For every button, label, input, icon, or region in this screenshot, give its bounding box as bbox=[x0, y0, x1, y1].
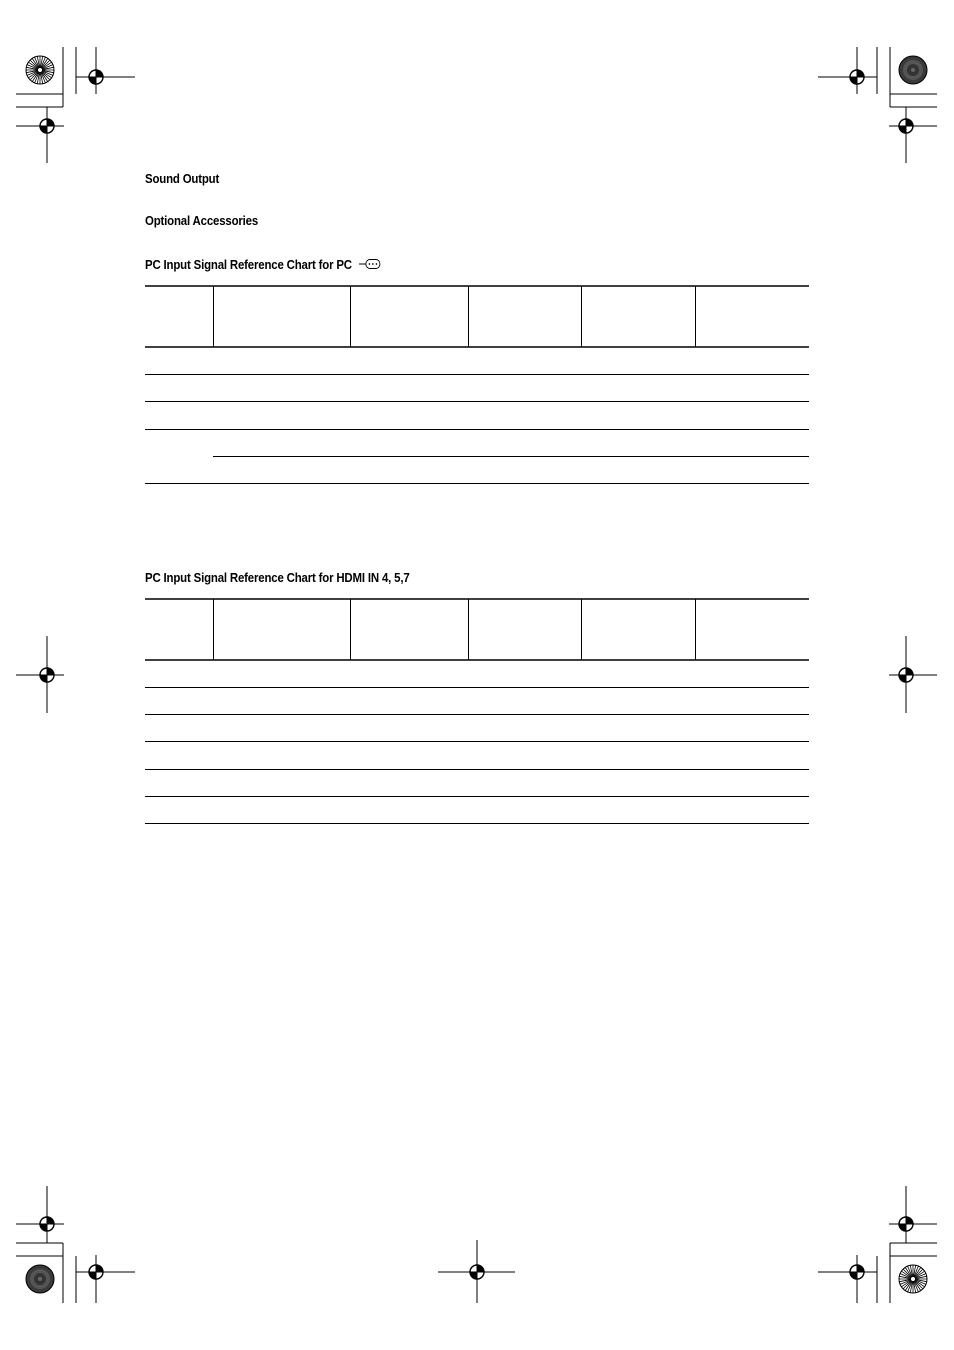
color-wheel-icon bbox=[26, 1265, 54, 1293]
optional-accessories-heading: Optional Accessories bbox=[145, 213, 259, 228]
color-wheel-icon bbox=[899, 56, 927, 84]
pc-chart-title: PC Input Signal Reference Chart for PC bbox=[145, 257, 352, 272]
hdmi-chart-heading: PC Input Signal Reference Chart for HDMI IN 4, 5,7 bbox=[145, 570, 410, 585]
pc-signal-table bbox=[145, 285, 809, 485]
sound-output-heading: Sound Output bbox=[145, 171, 220, 186]
hdmi-signal-table bbox=[145, 598, 809, 826]
pc-input-icon bbox=[358, 257, 381, 274]
color-wheel-icon bbox=[899, 1265, 927, 1293]
color-wheel-icon bbox=[26, 56, 54, 84]
pc-chart-heading bbox=[145, 257, 381, 274]
